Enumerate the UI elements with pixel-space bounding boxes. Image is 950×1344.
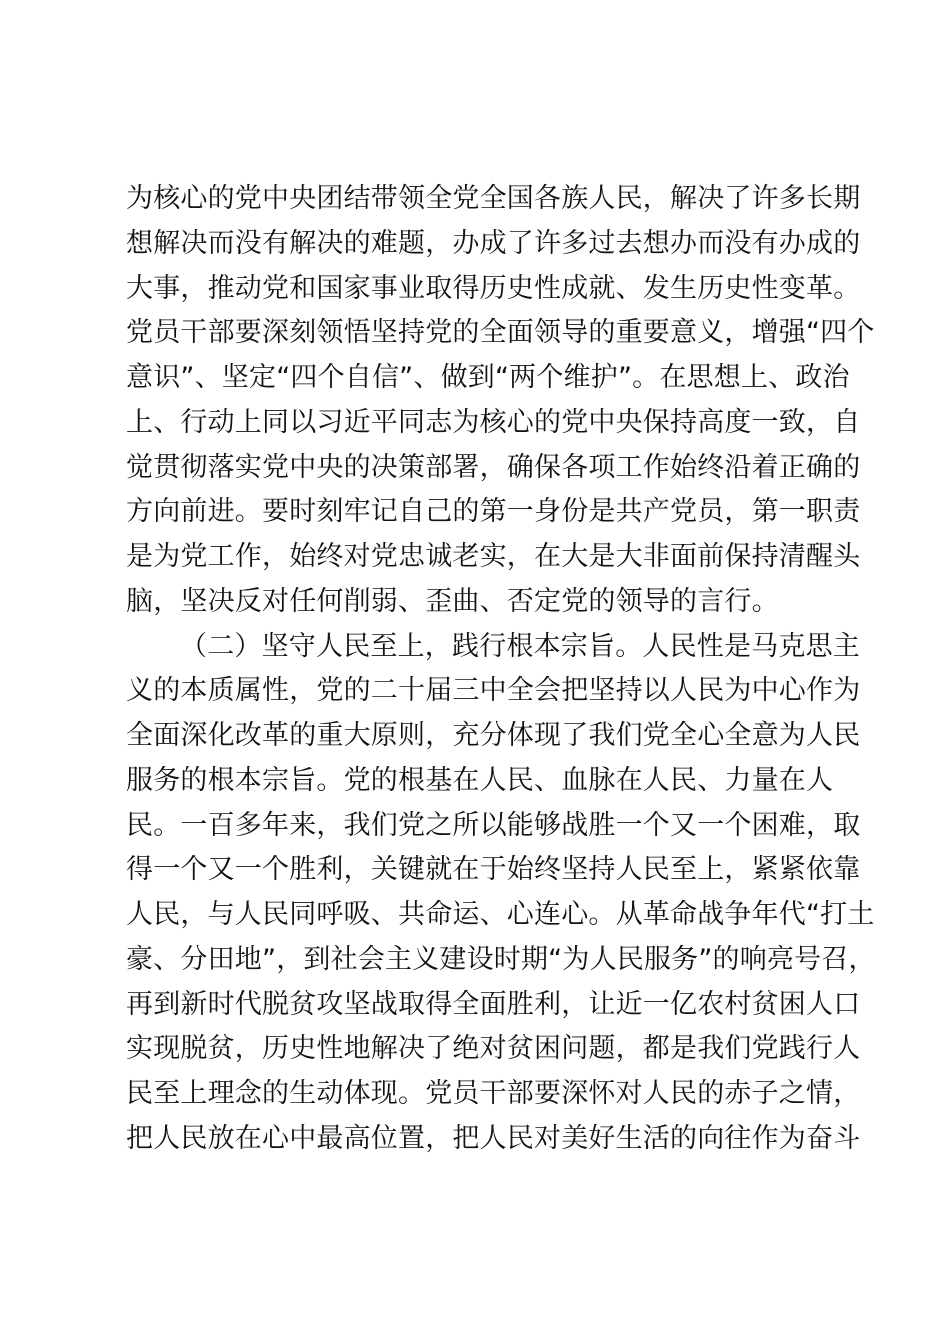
text-line: 服务的根本宗旨。党的根基在人民、血脉在人民、力量在人 <box>126 764 834 796</box>
text-line: 党员干部要深刻领悟坚持党的全面领导的重要意义，增强“四个 <box>126 317 875 349</box>
text-line: 民。一百多年来，我们党之所以能够战胜一个又一个困难，取 <box>126 809 861 841</box>
text-line: 上、行动上同以习近平同志为核心的党中央保持高度一致，自 <box>126 406 861 438</box>
text-line: 是为党工作，始终对党忠诚老实，在大是大非面前保持清醒头 <box>126 541 861 572</box>
text-line: 大事，推动党和国家事业取得历史性成就、发生历史性变革。 <box>126 272 861 304</box>
text-line: 觉贯彻落实党中央的决策部署，确保各项工作始终沿着正确的 <box>126 451 861 483</box>
text-line: 人民，与人民同呼吸、共命运、心连心。从革命战争年代“打土 <box>126 899 875 930</box>
section-heading-line: （二）坚守人民至上，践行根本宗旨。人民性是马克思主 <box>180 630 860 662</box>
text-line: 再到新时代脱贫攻坚战取得全面胜利，让近一亿农村贫困人口 <box>126 988 861 1020</box>
text-line: 把人民放在心中最高位置，把人民对美好生活的向往作为奋斗 <box>126 1122 861 1154</box>
text-line: 得一个又一个胜利，关键就在于始终坚持人民至上，紧紧依靠 <box>126 854 861 886</box>
text-line: 全面深化改革的重大原则，充分体现了我们党全心全意为人民 <box>126 720 861 751</box>
text-line: 为核心的党中央团结带领全党全国各族人民，解决了许多长期 <box>126 183 861 214</box>
text-line: 想解决而没有解决的难题，办成了许多过去想办而没有办成的 <box>126 227 861 259</box>
text-line: 义的本质属性，党的二十届三中全会把坚持以人民为中心作为 <box>126 675 861 707</box>
text-line: 方向前进。要时刻牢记自己的第一身份是共产党员，第一职责 <box>126 496 861 528</box>
text-line: 实现脱贫，历史性地解决了绝对贫困问题，都是我们党践行人 <box>126 1033 861 1065</box>
text-line: 意识”、坚定“四个自信”、做到“两个维护”。在思想上、政治 <box>126 362 850 393</box>
body-text <box>126 177 876 1162</box>
text-line: 民至上理念的生动体现。党员干部要深怀对人民的赤子之情， <box>126 1078 861 1109</box>
text-line: 脑，坚决反对任何削弱、歪曲、否定党的领导的言行。 <box>126 585 779 617</box>
text-line: 豪、分田地”，到社会主义建设时期“为人民服务”的响亮号召， <box>126 943 876 975</box>
